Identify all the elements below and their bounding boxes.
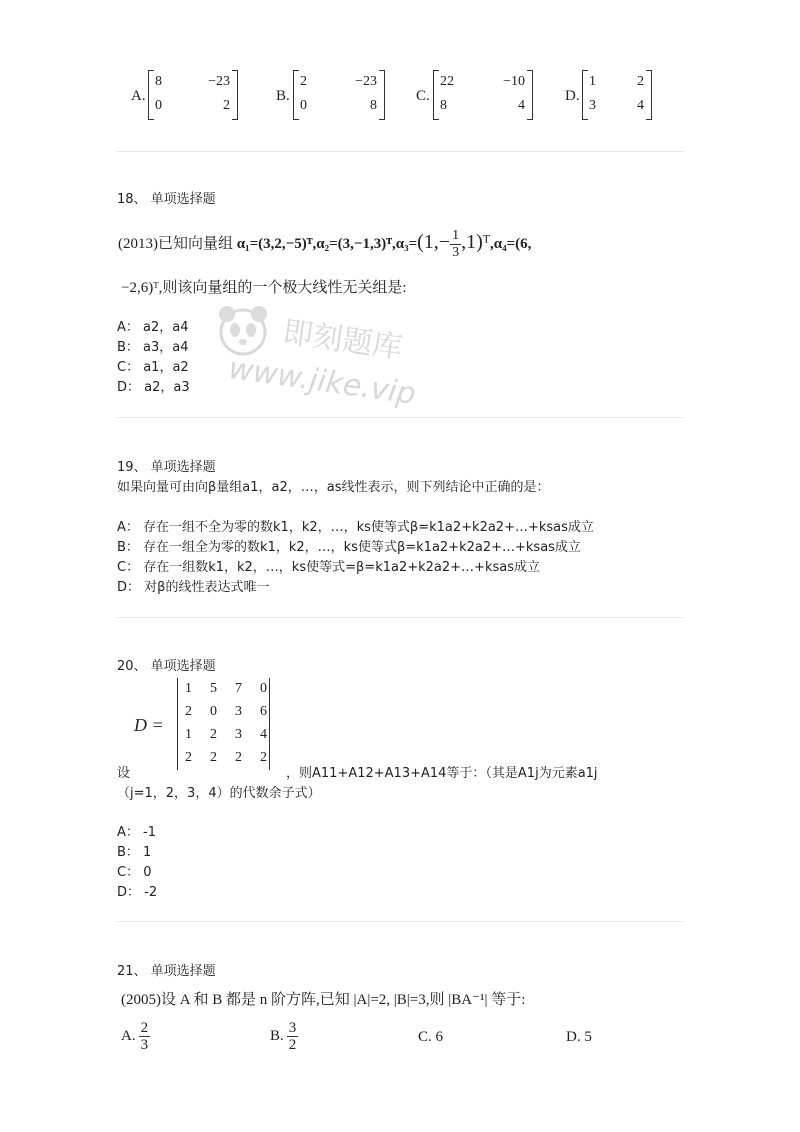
determinant-cell: 1 bbox=[185, 681, 192, 696]
panda-logo-icon bbox=[213, 300, 273, 360]
determinant-cell: 3 bbox=[235, 727, 242, 742]
q20-stem-pre: 设 bbox=[117, 766, 131, 781]
q20-stem-line2: （j=1，2，3，4）的代数余子式） bbox=[117, 786, 321, 801]
q17-option-matrix[interactable] bbox=[582, 70, 652, 120]
q17-option-matrix[interactable] bbox=[293, 70, 385, 120]
divider bbox=[117, 417, 684, 418]
q19-option-b[interactable]: B： 存在一组全为零的数k1，k2，…，ks使等式β=k1a2+k2a2+…+ksas成立 bbox=[117, 540, 581, 555]
q21-option-c[interactable]: C. 6 bbox=[418, 1029, 444, 1045]
determinant-cell: 6 bbox=[260, 704, 267, 719]
bracket-left bbox=[582, 70, 588, 120]
matrix-cell: −23 bbox=[355, 74, 377, 89]
matrix-cell: 0 bbox=[300, 98, 307, 113]
q21-option-a[interactable]: A. $\frac{2}{3}$ bbox=[121, 1020, 149, 1053]
determinant-cell: 7 bbox=[235, 681, 242, 696]
determinant-cell: 0 bbox=[210, 704, 217, 719]
matrix-cell: 4 bbox=[518, 98, 525, 113]
q19-option-a[interactable]: A： 存在一组不全为零的数k1，k2，…，ks使等式β=k1a2+k2a2+…+ksas成立 bbox=[117, 520, 594, 535]
q18-stem-line1: (2013)已知向量组 α₁=(3,2,−5)ᵀ,α₂=(3,−1,3)ᵀ,α₃=(1,− $\frac{1}{3}$ ,1)ᵀ,α₄=(6, bbox=[118, 228, 532, 260]
matrix-cell: 8 bbox=[440, 98, 447, 113]
determinant-cell: 2 bbox=[210, 750, 217, 765]
matrix-cell: 4 bbox=[637, 98, 644, 113]
matrix-cell: 3 bbox=[589, 98, 596, 113]
bracket-right bbox=[527, 70, 533, 120]
determinant-cell: 4 bbox=[260, 727, 267, 742]
matrix-cell: −10 bbox=[503, 74, 525, 89]
q19-heading: 19、 单项选择题 bbox=[117, 460, 216, 475]
q17-option-matrix[interactable] bbox=[433, 70, 533, 120]
determinant-cell: 0 bbox=[260, 681, 267, 696]
matrix-cell: 2 bbox=[637, 74, 644, 89]
q18-heading: 18、 单项选择题 bbox=[117, 192, 216, 207]
matrix-cell: 2 bbox=[300, 74, 307, 89]
determinant-cell: 2 bbox=[185, 704, 192, 719]
divider bbox=[117, 151, 684, 152]
q18-option-a[interactable]: A： a2，a4 bbox=[117, 320, 189, 335]
q19-option-c[interactable]: C： 存在一组数k1，k2，…，ks使等式=β=k1a2+k2a2+…+ksas成立 bbox=[117, 560, 540, 575]
q21-option-d[interactable]: D. 5 bbox=[566, 1029, 592, 1045]
determinant-cell: 2 bbox=[260, 750, 267, 765]
q18-option-b[interactable]: B： a3，a4 bbox=[117, 340, 189, 355]
bracket-left bbox=[433, 70, 439, 120]
q17-option-label[interactable]: C. bbox=[416, 88, 430, 104]
q18-option-c[interactable]: C： a1，a2 bbox=[117, 360, 189, 375]
q20-option-c[interactable]: C： 0 bbox=[117, 865, 152, 880]
determinant-cell: 2 bbox=[235, 750, 242, 765]
matrix-cell: 0 bbox=[155, 98, 162, 113]
matrix-cell: 22 bbox=[440, 74, 454, 89]
bracket-right bbox=[379, 70, 385, 120]
q18-stem-line2: −2,6)ᵀ,则该向量组的一个极大线性无关组是: bbox=[121, 280, 407, 296]
bracket-right bbox=[646, 70, 652, 120]
matrix-cell: 2 bbox=[223, 98, 230, 113]
watermark-url: www.jike.vip bbox=[226, 351, 418, 412]
q19-option-d[interactable]: D： 对β的线性表达式唯一 bbox=[117, 580, 270, 595]
determinant-cell: 2 bbox=[185, 750, 192, 765]
bracket-left bbox=[293, 70, 299, 120]
q21-option-b[interactable]: B. $\frac{3}{2}$ bbox=[270, 1020, 297, 1053]
matrix-cell: −23 bbox=[208, 74, 230, 89]
q17-option-matrix[interactable] bbox=[148, 70, 238, 120]
bracket-right bbox=[232, 70, 238, 120]
q17-option-label[interactable]: D. bbox=[565, 88, 580, 104]
q20-stem: ，则A11+A12+A13+A14等于：（其是A1j为元素a1j bbox=[286, 766, 598, 781]
determinant-cell: 5 bbox=[210, 681, 217, 696]
watermark-text: 即刻题库 bbox=[280, 314, 405, 367]
q17-option-label[interactable]: B. bbox=[276, 88, 290, 104]
q20-option-d[interactable]: D： -2 bbox=[117, 885, 158, 900]
q21-heading: 21、 单项选择题 bbox=[117, 964, 216, 979]
divider bbox=[117, 617, 684, 618]
determinant-cell: 2 bbox=[210, 727, 217, 742]
determinant-cell: 3 bbox=[235, 704, 242, 719]
q17-option-label[interactable]: A. bbox=[131, 88, 146, 104]
matrix-cell: 8 bbox=[370, 98, 377, 113]
one-third-fraction: $\frac{1}{3}$ bbox=[452, 228, 460, 260]
determinant-label: D = bbox=[134, 715, 164, 735]
q18-option-d[interactable]: D： a2，a3 bbox=[117, 380, 190, 395]
determinant-cell: 1 bbox=[185, 727, 192, 742]
divider bbox=[117, 921, 684, 922]
q20-option-b[interactable]: B： 1 bbox=[117, 845, 152, 860]
q19-stem: 如果向量可由向β量组a1，a2，…，as线性表示，则下列结论中正确的是： bbox=[117, 480, 550, 495]
q21-stem: (2005)设 A 和 B 都是 n 阶方阵,已知 |A|=2, |B|=3,则 |BA⁻¹| 等于: bbox=[121, 992, 526, 1008]
q20-heading: 20、 单项选择题 bbox=[117, 659, 216, 674]
q20-option-a[interactable]: A： -1 bbox=[117, 825, 156, 840]
matrix-cell: 8 bbox=[155, 74, 162, 89]
matrix-cell: 1 bbox=[589, 74, 596, 89]
bracket-left bbox=[148, 70, 154, 120]
determinant bbox=[177, 678, 270, 770]
